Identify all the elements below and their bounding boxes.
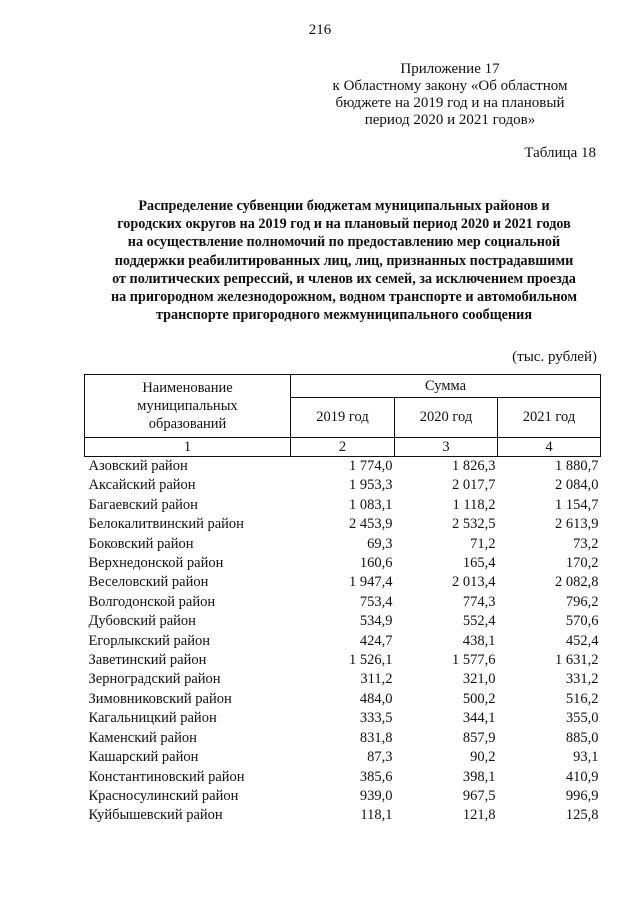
- table-row: [85, 670, 601, 689]
- value-2020: 500,2: [462, 690, 496, 707]
- appendix-line-1: Приложение 17: [400, 61, 500, 77]
- value-2021: 1 154,7: [555, 496, 599, 513]
- value-2020: 2 017,7: [452, 477, 496, 494]
- district-name: Белокалитвинский район: [88, 516, 244, 533]
- value-2021: 1 631,2: [555, 652, 599, 669]
- value-2020: 552,4: [462, 613, 496, 630]
- district-name: Веселовский район: [88, 574, 209, 591]
- district-name: Красносулинский район: [88, 787, 239, 804]
- value-2021: 2 082,8: [555, 574, 599, 591]
- district-name: Кагальницкий район: [88, 710, 217, 727]
- table-row: [85, 690, 601, 709]
- table-body: [85, 457, 601, 826]
- value-2019: 311,2: [360, 671, 393, 688]
- value-2019: 939,0: [359, 787, 393, 804]
- value-2020: 1 826,3: [452, 458, 496, 474]
- district-name: Константиновский район: [88, 768, 245, 785]
- table-row: [85, 651, 601, 670]
- value-2019: 118,1: [360, 807, 393, 824]
- table-label: Таблица 18: [524, 145, 596, 161]
- title-line: от политических репрессий, и членов их семей, за исключением проезда: [112, 270, 576, 287]
- value-2020: 1 118,2: [452, 496, 496, 513]
- district-name: Волгодонской район: [88, 593, 216, 610]
- value-2020: 1 577,6: [452, 652, 496, 669]
- value-2020: 165,4: [462, 555, 496, 572]
- value-2019: 160,6: [359, 555, 393, 572]
- header-name-line: образований: [148, 416, 227, 432]
- header-name-line: муниципальных: [137, 398, 238, 414]
- value-2019: 424,7: [359, 632, 393, 649]
- value-2019: 2 453,9: [349, 516, 393, 533]
- table-row: [85, 787, 601, 806]
- value-2019: 831,8: [359, 729, 393, 746]
- table-row: [85, 515, 601, 534]
- value-2021: 516,2: [565, 690, 599, 707]
- district-name: Верхнедонской район: [88, 555, 224, 572]
- value-2019: 69,3: [367, 535, 393, 552]
- header-sum: Сумма: [291, 375, 601, 398]
- district-name: Кашарский район: [88, 749, 199, 766]
- value-2019: 534,9: [359, 613, 393, 630]
- value-2021: 73,2: [573, 535, 599, 552]
- district-name: Егорлыкский район: [88, 632, 210, 649]
- value-2019: 333,5: [359, 710, 393, 727]
- district-name: Дубовский район: [88, 613, 196, 630]
- header-name: [85, 375, 291, 438]
- value-2019: 1 083,1: [349, 496, 393, 513]
- value-2020: 321,0: [462, 671, 496, 688]
- appendix-line-3: бюджете на 2019 год и на плановый: [335, 95, 565, 111]
- value-2021: 885,0: [565, 729, 599, 746]
- page-number: 216: [308, 22, 332, 38]
- value-2020: 2 532,5: [452, 516, 496, 533]
- value-2019: 1 947,4: [349, 574, 393, 591]
- title-line: транспорте пригородного межмуниципального сообщения: [156, 307, 532, 324]
- table-row: [85, 535, 601, 554]
- value-2020: 2 013,4: [452, 574, 496, 591]
- header-2021: 2021 год: [498, 398, 601, 438]
- value-2020: 438,1: [462, 632, 496, 649]
- value-2019: 87,3: [367, 749, 393, 766]
- value-2020: 774,3: [462, 593, 496, 610]
- table-row: [85, 768, 601, 787]
- value-2020: 398,1: [462, 768, 496, 785]
- district-name: Зимовниковский район: [88, 690, 232, 707]
- column-number: 3: [395, 438, 498, 457]
- column-number: 1: [85, 438, 291, 457]
- value-2020: 857,9: [462, 729, 496, 746]
- value-2019: 753,4: [359, 593, 393, 610]
- district-name: Боковский район: [88, 535, 194, 552]
- value-2020: 121,8: [462, 807, 496, 824]
- value-2020: 967,5: [462, 787, 496, 804]
- table-row: [85, 496, 601, 515]
- table-row: [85, 806, 601, 825]
- header-2019: 2019 год: [291, 398, 395, 438]
- value-2019: 484,0: [359, 690, 393, 707]
- value-2021: 410,9: [565, 768, 599, 785]
- district-name: Азовский район: [88, 458, 188, 474]
- column-number: 2: [291, 438, 395, 457]
- value-2019: 1 774,0: [349, 458, 393, 474]
- value-2021: 331,2: [565, 671, 599, 688]
- appendix-line-2: к Областному закону «Об областном: [332, 78, 568, 94]
- column-number: 4: [498, 438, 601, 457]
- value-2021: 2 613,9: [555, 516, 599, 533]
- header-2020: 2020 год: [395, 398, 498, 438]
- value-2021: 996,9: [565, 787, 599, 804]
- value-2020: 90,2: [470, 749, 496, 766]
- title-line: на осуществление полномочий по предоставлению мер социальной: [127, 234, 561, 251]
- appendix-line-4: период 2020 и 2021 годов»: [364, 112, 536, 128]
- title-line: городских округов на 2019 год и на плановый период 2020 и 2021 годов: [117, 216, 571, 233]
- district-name: Заветинский район: [88, 652, 207, 669]
- value-2020: 71,2: [470, 535, 496, 552]
- title-line: Распределение субвенции бюджетам муниципальных районов и: [138, 198, 550, 214]
- value-2019: 1 953,3: [349, 477, 393, 494]
- value-2021: 170,2: [565, 555, 599, 572]
- district-name: Куйбышевский район: [88, 807, 223, 824]
- document-title: [84, 197, 604, 324]
- table-row: [85, 709, 601, 728]
- district-name: Багаевский район: [88, 496, 198, 513]
- value-2021: 2 084,0: [555, 477, 599, 494]
- value-2019: 1 526,1: [349, 652, 393, 669]
- title-line: поддержки реабилитированных лиц, лиц, признанных пострадавшими: [114, 252, 574, 269]
- value-2021: 796,2: [565, 593, 599, 610]
- header-name-line: Наименование: [142, 380, 233, 396]
- value-2021: 93,1: [573, 749, 599, 766]
- value-2021: 570,6: [565, 613, 599, 630]
- table-row: [85, 748, 601, 767]
- appendix-note: [300, 61, 600, 129]
- table-row: [85, 632, 601, 651]
- value-2021: 125,8: [565, 807, 599, 824]
- value-2021: 355,0: [565, 710, 599, 727]
- table-row: [85, 593, 601, 612]
- title-line: на пригородном железнодорожном, водном транспорте и автомобильном: [110, 289, 578, 306]
- table-row: [85, 476, 601, 495]
- table-row: [85, 457, 601, 477]
- units-label: (тыс. рублей): [512, 349, 597, 365]
- district-name: Каменский район: [88, 729, 197, 746]
- table-row: [85, 554, 601, 573]
- table-row: [85, 573, 601, 592]
- table-row: [85, 612, 601, 631]
- district-name: Аксайский район: [88, 477, 196, 494]
- subvention-table: [84, 374, 601, 826]
- value-2019: 385,6: [359, 768, 393, 785]
- table-row: [85, 729, 601, 748]
- district-name: Зерноградский район: [88, 671, 221, 688]
- value-2020: 344,1: [462, 710, 496, 727]
- value-2021: 452,4: [565, 632, 599, 649]
- value-2021: 1 880,7: [555, 458, 599, 474]
